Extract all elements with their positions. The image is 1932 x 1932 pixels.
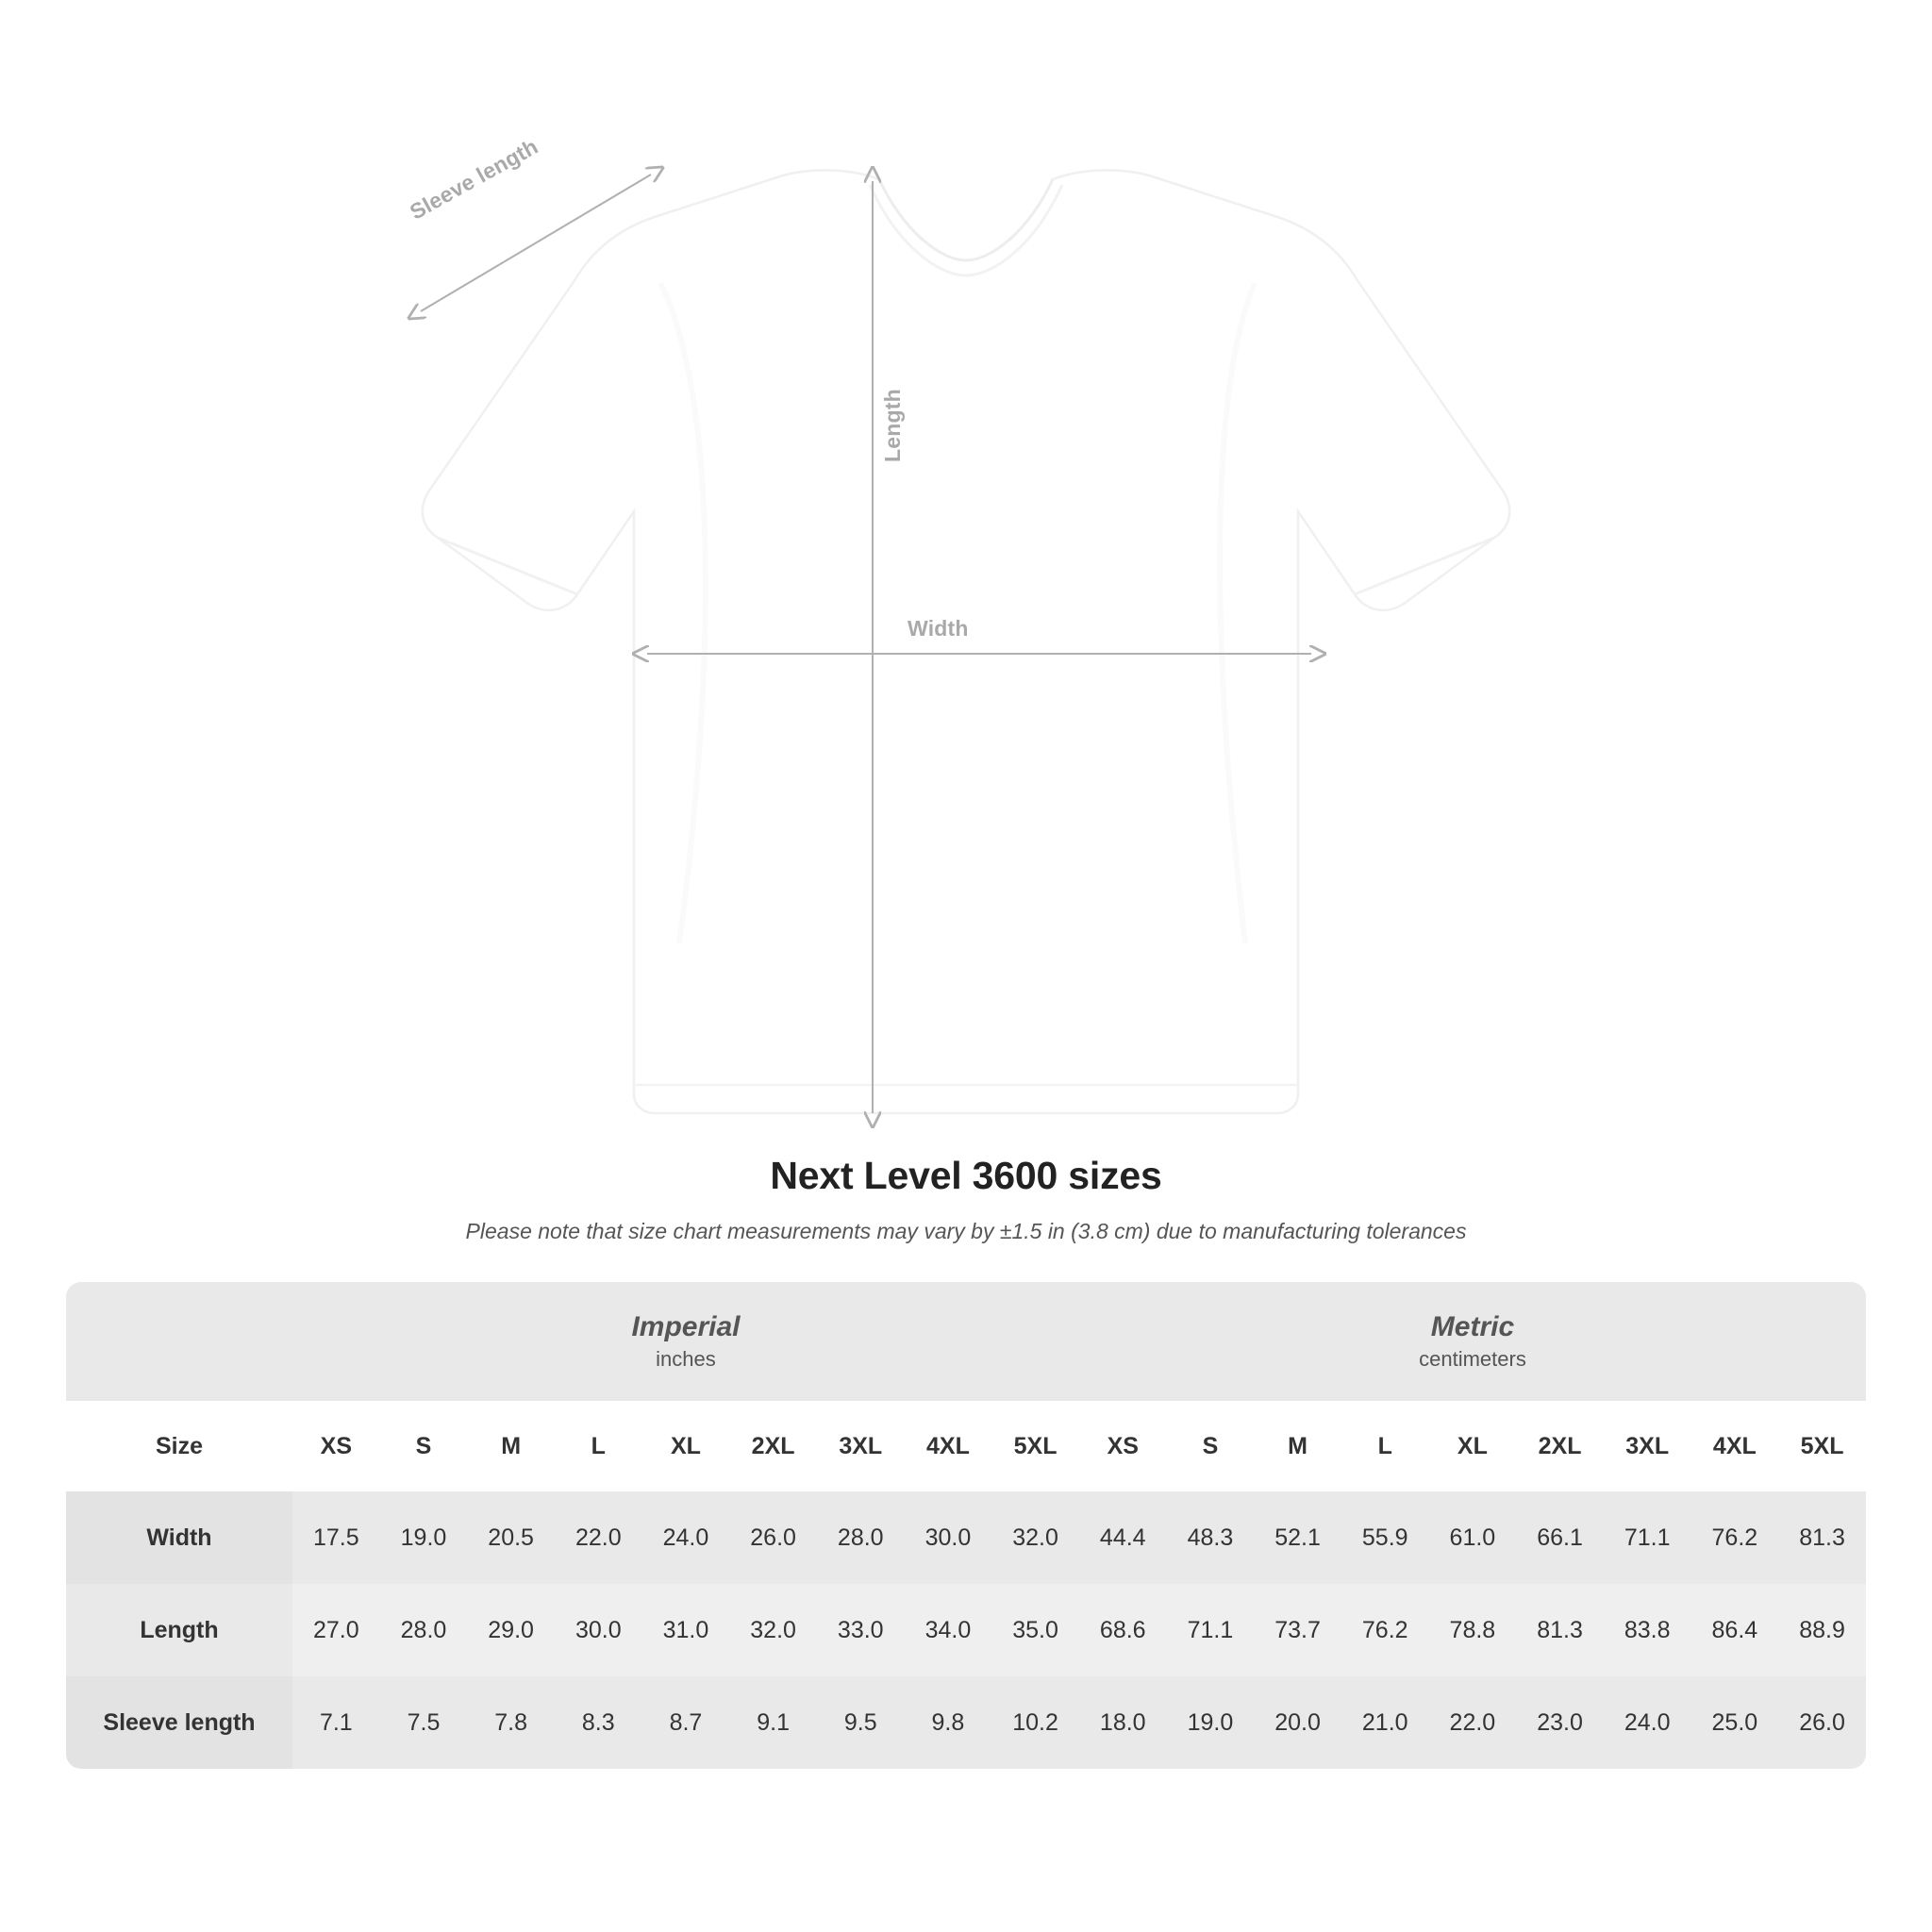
- cell-length: 30.0: [555, 1584, 642, 1676]
- cell-width: 44.4: [1079, 1491, 1167, 1584]
- size-table: [66, 1282, 1866, 1769]
- page-title: Next Level 3600 sizes: [770, 1154, 1162, 1197]
- cell-width: 55.9: [1341, 1491, 1429, 1584]
- cell-width: 28.0: [817, 1491, 905, 1584]
- cell-sleeve: 10.2: [991, 1676, 1079, 1769]
- cell-width: 81.3: [1778, 1491, 1866, 1584]
- cell-sleeve: 19.0: [1167, 1676, 1255, 1769]
- cell-sleeve: 23.0: [1516, 1676, 1604, 1769]
- cell-width: 17.5: [292, 1491, 380, 1584]
- cell-sleeve: 9.5: [817, 1676, 905, 1769]
- cell-length: 35.0: [991, 1584, 1079, 1676]
- unit-group-imperial: [292, 1282, 1079, 1401]
- size-header-cell: XS: [292, 1401, 380, 1491]
- unit-group-metric-sub: centimeters: [1419, 1346, 1526, 1371]
- length-label: Length: [880, 389, 905, 462]
- cell-length: 34.0: [905, 1584, 992, 1676]
- cell-length: 73.7: [1254, 1584, 1341, 1676]
- cell-width: 71.1: [1604, 1491, 1691, 1584]
- cell-width: 61.0: [1429, 1491, 1517, 1584]
- cell-length: 81.3: [1516, 1584, 1604, 1676]
- cell-width: 30.0: [905, 1491, 992, 1584]
- unit-group-metric: [1079, 1282, 1866, 1401]
- cell-sleeve: 24.0: [1604, 1676, 1691, 1769]
- size-header-cell: 5XL: [1778, 1401, 1866, 1491]
- unit-group-imperial-sub: inches: [656, 1346, 716, 1371]
- cell-sleeve: 18.0: [1079, 1676, 1167, 1769]
- size-header-cell: 3XL: [1604, 1401, 1691, 1491]
- size-header-cell: XL: [642, 1401, 730, 1491]
- cell-length: 78.8: [1429, 1584, 1517, 1676]
- cell-length: 88.9: [1778, 1584, 1866, 1676]
- cell-sleeve: 9.8: [905, 1676, 992, 1769]
- cell-width: 52.1: [1254, 1491, 1341, 1584]
- cell-length: 31.0: [642, 1584, 730, 1676]
- table-row: [66, 1584, 1866, 1676]
- cell-length: 29.0: [467, 1584, 555, 1676]
- cell-sleeve: 7.8: [467, 1676, 555, 1769]
- size-header-cell: 2XL: [1516, 1401, 1604, 1491]
- width-label: Width: [908, 616, 969, 641]
- size-header-cell: 4XL: [905, 1401, 992, 1491]
- size-header-cell: L: [555, 1401, 642, 1491]
- row-label-width: Width: [66, 1491, 292, 1584]
- unit-group-imperial-name: Imperial: [631, 1311, 741, 1343]
- cell-sleeve: 9.1: [729, 1676, 817, 1769]
- cell-sleeve: 8.7: [642, 1676, 730, 1769]
- size-header-label: Size: [66, 1401, 292, 1491]
- size-header-cell: M: [1254, 1401, 1341, 1491]
- cell-length: 33.0: [817, 1584, 905, 1676]
- cell-length: 83.8: [1604, 1584, 1691, 1676]
- size-header-cell: L: [1341, 1401, 1429, 1491]
- title-block: [0, 1154, 1932, 1244]
- size-header-cell: S: [1167, 1401, 1255, 1491]
- cell-width: 24.0: [642, 1491, 730, 1584]
- cell-width: 76.2: [1691, 1491, 1779, 1584]
- size-header-cell: XL: [1429, 1401, 1517, 1491]
- tolerance-note: Please note that size chart measurements may vary by ±1.5 in (3.8 cm) due to manufacturing tolerances: [465, 1219, 1467, 1243]
- unit-header-row: [66, 1282, 1866, 1401]
- size-header-cell: 5XL: [991, 1401, 1079, 1491]
- row-label-sleeve-length: Sleeve length: [66, 1676, 292, 1769]
- size-header-cell: S: [380, 1401, 468, 1491]
- unit-group-metric-name: Metric: [1430, 1311, 1515, 1343]
- cell-length: 76.2: [1341, 1584, 1429, 1676]
- cell-width: 48.3: [1167, 1491, 1255, 1584]
- cell-sleeve: 25.0: [1691, 1676, 1779, 1769]
- size-header-cell: 3XL: [817, 1401, 905, 1491]
- size-header-row: [66, 1401, 1866, 1491]
- cell-length: 68.6: [1079, 1584, 1167, 1676]
- cell-width: 32.0: [991, 1491, 1079, 1584]
- cell-sleeve: 7.1: [292, 1676, 380, 1769]
- size-header-cell: 4XL: [1691, 1401, 1779, 1491]
- cell-length: 71.1: [1167, 1584, 1255, 1676]
- cell-sleeve: 26.0: [1778, 1676, 1866, 1769]
- table-row: [66, 1491, 1866, 1584]
- cell-sleeve: 21.0: [1341, 1676, 1429, 1769]
- cell-length: 28.0: [380, 1584, 468, 1676]
- cell-length: 32.0: [729, 1584, 817, 1676]
- cell-width: 26.0: [729, 1491, 817, 1584]
- size-table-container: [66, 1282, 1866, 1769]
- sleeve-length-label: Sleeve length: [406, 133, 542, 225]
- table-row: [66, 1676, 1866, 1769]
- cell-sleeve: 7.5: [380, 1676, 468, 1769]
- row-label-length: Length: [66, 1584, 292, 1676]
- cell-width: 22.0: [555, 1491, 642, 1584]
- cell-length: 27.0: [292, 1584, 380, 1676]
- cell-length: 86.4: [1691, 1584, 1779, 1676]
- cell-width: 20.5: [467, 1491, 555, 1584]
- cell-width: 66.1: [1516, 1491, 1604, 1584]
- cell-sleeve: 20.0: [1254, 1676, 1341, 1769]
- size-header-cell: 2XL: [729, 1401, 817, 1491]
- cell-width: 19.0: [380, 1491, 468, 1584]
- tshirt-shape: [423, 170, 1509, 1113]
- size-header-cell: M: [467, 1401, 555, 1491]
- table-corner-cell: [66, 1282, 292, 1401]
- size-header-cell: XS: [1079, 1401, 1167, 1491]
- cell-sleeve: 8.3: [555, 1676, 642, 1769]
- cell-sleeve: 22.0: [1429, 1676, 1517, 1769]
